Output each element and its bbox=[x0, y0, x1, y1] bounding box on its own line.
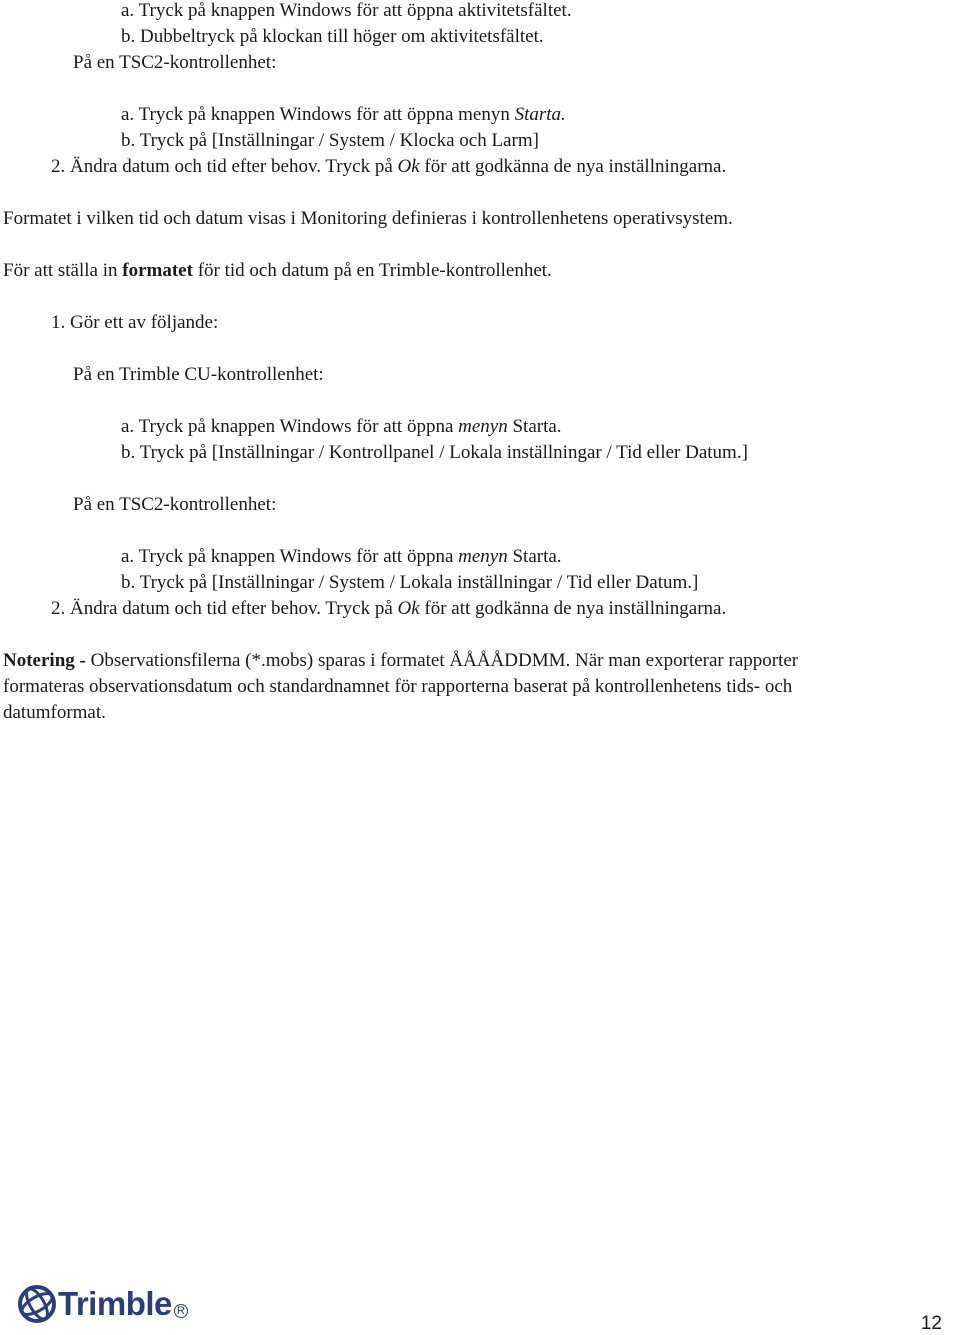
step-b-tsc2-settings: b. Tryck på [Inställningar / System / Lokala inställningar / Tid eller Datum.] bbox=[121, 572, 699, 593]
note-line-1: Notering - Observationsfilerna (*.mobs) sparas i formatet ÅÅÅÅDDMM. När man exporterar rapporter bbox=[3, 650, 799, 671]
step-a-tsc2-start-menu: a. Tryck på knappen Windows för att öppna menyn Starta. bbox=[121, 546, 562, 567]
subheading-cu: På en Trimble CU-kontrollenhet: bbox=[73, 364, 324, 385]
step-a-taskbar: a. Tryck på knappen Windows för att öppna aktivitetsfältet. bbox=[121, 0, 572, 21]
registered-mark: R bbox=[174, 1304, 188, 1318]
trimble-logo bbox=[17, 1284, 188, 1324]
step-b-settings-clock: b. Tryck på [Inställningar / System / Klocka och Larm] bbox=[121, 130, 539, 151]
step-a-cu-start-menu: a. Tryck på knappen Windows för att öppna menyn Starta. bbox=[121, 416, 562, 437]
paragraph-format-info: Formatet i vilken tid och datum visas i Monitoring definieras i kontrollenhetens operativsystem. bbox=[3, 208, 733, 229]
step-2-change-date: 2. Ändra datum och tid efter behov. Tryck på Ok för att godkänna de nya inställningarna. bbox=[51, 156, 727, 177]
logo-wordmark: Trimble bbox=[58, 1285, 172, 1322]
subheading-tsc2: På en TSC2-kontrollenhet: bbox=[73, 52, 277, 73]
step-b-cu-settings: b. Tryck på [Inställningar / Kontrollpanel / Lokala inställningar / Tid eller Datum.] bbox=[121, 442, 748, 463]
note-line-2: formateras observationsdatum och standardnamnet för rapporterna baserat på kontrollenhetens tids- och bbox=[3, 676, 793, 697]
globe-icon bbox=[17, 1284, 57, 1324]
step-b-double-tap-clock: b. Dubbeltryck på klockan till höger om aktivitetsfältet. bbox=[121, 26, 544, 47]
step-2-change-date-2: 2. Ändra datum och tid efter behov. Tryck på Ok för att godkänna de nya inställningarna. bbox=[51, 598, 727, 619]
note-line-3: datumformat. bbox=[3, 702, 106, 723]
paragraph-set-format: För att ställa in formatet för tid och datum på en Trimble-kontrollenhet. bbox=[3, 260, 552, 281]
subheading-tsc2-2: På en TSC2-kontrollenhet: bbox=[73, 494, 277, 515]
step-a-start-menu: a. Tryck på knappen Windows för att öppna menyn Starta. bbox=[121, 104, 566, 125]
page-number: 12 bbox=[920, 1313, 942, 1334]
step-1-do-one: 1. Gör ett av följande: bbox=[51, 312, 219, 333]
